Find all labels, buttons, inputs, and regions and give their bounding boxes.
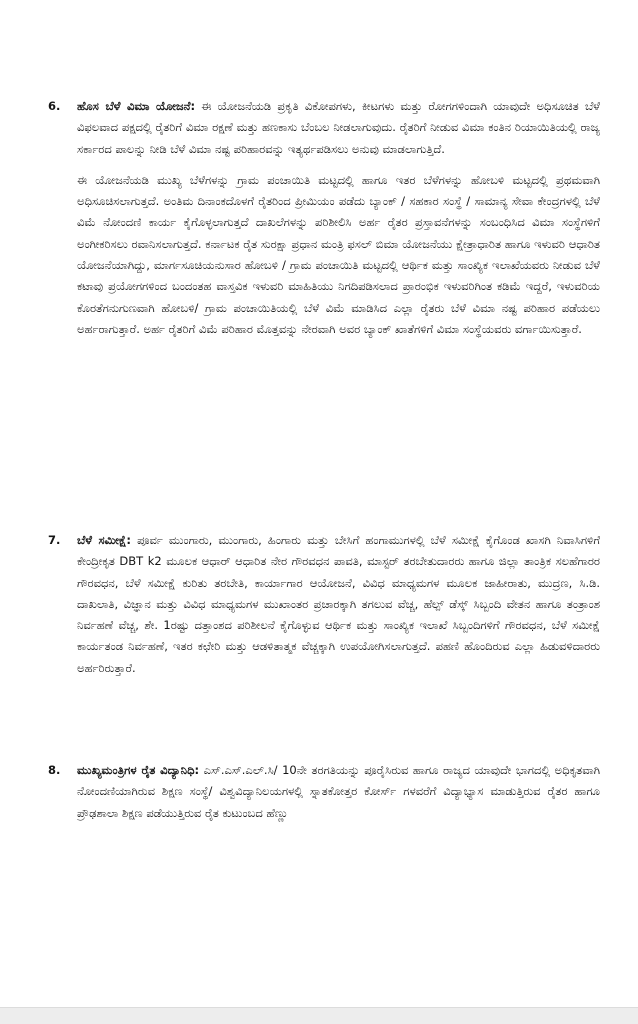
item-number: 8. (48, 763, 61, 777)
item-number: 6. (48, 99, 61, 113)
item-heading: ಹೊಸ ಬೆಳೆ ವಿಮಾ ಯೋಜನೆ: (77, 99, 196, 113)
item-paragraph-1 (77, 96, 600, 160)
item-heading: ಬೆಳೆ ಸಮೀಕ್ಷೆ: (77, 533, 131, 547)
scheme-item-crop-survey (48, 530, 600, 679)
item-number: 7. (48, 533, 61, 547)
item-body (77, 530, 600, 679)
item-paragraph-2: ಈ ಯೋಜನೆಯಡಿ ಮುಖ್ಯ ಬೆಳೆಗಳನ್ನು ಗ್ರಾಮ ಪಂಚಾಯಿತಿ ಮಟ್ಟದಲ್ಲಿ ಹಾಗೂ ಇತರ ಬೆಳೆಗಳನ್ನು ಹೋಬಳಿ ಮಟ್ಟದಲ್ಲಿ ಪ್ರಥಮವಾಗಿ ಅಧಿಸೂಚಿಸಲಾಗುತ್ತದೆ. ಅಂತಿಮ ದಿನಾಂಕದೊಳಗೆ ರೈತರಿಂದ ಪ್ರೀಮಿಯಂ ಪಡೆದು ಬ್ಯಾಂಕ್ / ಸಹಕಾರ ಸಂಸ್ಥೆ / ಸಾಮಾನ್ಯ ಸೇವಾ ಕೇಂದ್ರಗಳಲ್ಲಿ ಬೆಳೆ ವಿಮೆ ನೋಂದಣಿ ಕಾರ್ಯ ಕೈಗೊಳ್ಳಲಾಗುತ್ತದೆ ದಾಖಲೆಗಳನ್ನು ಪರಿಶೀಲಿಸಿ ಅರ್ಹ ರೈತರ ಪ್ರಸ್ತಾವನೆಗಳನ್ನು ಸಂಬಂಧಿಸಿದ ವಿಮಾ ಸಂಸ್ಥೆಗಳಿಗೆ ಅಂಗೀಕರಿಸಲು ರವಾನಿಸಲಾಗುತ್ತದೆ. ಕರ್ನಾಟಕ ರೈತ ಸುರಕ್ಷಾ ಪ್ರಧಾನ ಮಂತ್ರಿ ಫಸಲ್ ಬಿಮಾ ಯೋಜನೆಯು ಕ್ಷೇತ್ರಾಧಾರಿತ ಹಾಗೂ ಇಳುವರಿ ಆಧಾರಿತ ಯೋಜನೆಯಾಗಿದ್ದು, ಮಾರ್ಗಸೂಚಿಯನುಸಾರ ಹೋಬಳಿ / ಗ್ರಾಮ ಪಂಚಾಯಿತಿ ಮಟ್ಟದಲ್ಲಿ ಆರ್ಥಿಕ ಮತ್ತು ಸಾಂಖ್ಯಿಕ ಇಲಾಖೆಯವರು ನೀಡುವ ಬೆಳೆ ಕಟಾವು ಪ್ರಯೋಗಗಳಿಂದ ಬಂದಂತಹ ವಾಸ್ತವಿಕ ಇಳುವರಿ ಮಾಹಿತಿಯು ನಿಗದಿಪಡಿಸಲಾದ ಪ್ರಾರಂಭಿಕ ಇಳುವರಿಗಿಂತ ಕಡಿಮೆ ಇದ್ದರೆ, ಇಳುವರಿಯ ಕೊರತೆಗನುಗುಣವಾಗಿ ಹೋಬಳಿ/ ಗ್ರಾಮ ಪಂಚಾಯಿತಿಯಲ್ಲಿ ಬೆಳೆ ವಿಮೆ ಮಾಡಿಸಿದ ಎಲ್ಲಾ ರೈತರು ಬೆಳೆ ವಿಮಾ ನಷ್ಟ ಪರಿಹಾರ ಪಡೆಯಲು ಅರ್ಹರಾಗುತ್ತಾರೆ. ಅರ್ಹ ರೈತರಿಗೆ ವಿಮೆ ಪರಿಹಾರ ಮೊತ್ತವನ್ನು ನೇರವಾಗಿ ಅವರ ಬ್ಯಾಂಕ್ ಖಾತೆಗಳಿಗೆ ವಿಮಾ ಸಂಸ್ಥೆಯವರು ವರ್ಗಾಯಿಸುತ್ತಾರೆ. (77, 172, 600, 336)
scheme-item-raitha-vidyanidhi (48, 760, 600, 824)
bottom-bar (0, 1007, 638, 1024)
item-text: ಪೂರ್ವ ಮುಂಗಾರು, ಮುಂಗಾರು, ಹಿಂಗಾರು ಮತ್ತು ಬೇಸಿಗೆ ಹಂಗಾಮುಗಳಲ್ಲಿ ಬೆಳೆ ಸಮೀಕ್ಷೆ ಕೈಗೊಂಡ ಖಾಸಗಿ ನಿವಾಸಿಗಳಿಗೆ ಕೇಂದ್ರೀಕೃತ DBT k2 ಮೂಲಕ ಆಧಾರ್ ಆಧಾರಿತ ನೇರ ಗೌರವಧನ ಪಾವತಿ, ಮಾಸ್ಟರ್ ತರಬೇತುದಾರರು ಹಾಗೂ ಜಿಲ್ಲಾ ತಾಂತ್ರಿಕ ಸಲಹೆಗಾರರ ಗೌರವಧನ, ಬೆಳೆ ಸಮೀಕ್ಷೆ ಕುರಿತು ತರಬೇತಿ, ಕಾರ್ಯಾಗಾರ ಆಯೋಜನೆ, ವಿವಿಧ ಮಾಧ್ಯಮಗಳ ಮೂಲಕ ಜಾಹೀರಾತು, ಮುದ್ರಣ, ಸಿ.ಡಿ. ದಾಖಲಾತಿ, ವಿಜ್ಞಾನ ಮತ್ತು ವಿವಿಧ ಮಾಧ್ಯಮಗಳ ಮುಖಾಂತರ ಪ್ರಚಾರಕ್ಕಾಗಿ ತಗಲುವ ವೆಚ್ಚ, ಹೆಲ್ಪ್ ಡೆಸ್ಕ್ ಸಿಬ್ಬಂದಿ ವೇತನ ಹಾಗೂ ತಂತ್ರಾಂಶ ನಿರ್ವಹಣೆ ವೆಚ್ಚ, ಶೇ. 1ರಷ್ಟು ದತ್ತಾಂಶದ ಪರಿಶೀಲನೆ ಕೈಗೊಳ್ಳುವ ಆರ್ಥಿಕ ಮತ್ತು ಸಾಂಖ್ಯಿಕ ಇಲಾಖೆ ಸಿಬ್ಬಂದಿಗಳಿಗೆ ಗೌರವಧನ, ಬೆಳೆ ಸಮೀಕ್ಷೆ ಕಾರ್ಯತಂಡ ನಿರ್ವಹಣೆ, ಇತರ ಕಛೇರಿ ಮತ್ತು ಆಡಳಿತಾತ್ಮಕ ವೆಚ್ಚಕ್ಕಾಗಿ ಉಪಯೋಗಿಸಲಾಗುತ್ತದೆ. ಪಹಣಿ ಹೊಂದಿರುವ ಎಲ್ಲಾ ಹಿಡುವಳಿದಾರರು ಅರ್ಹರಿರುತ್ತಾರೆ. (77, 533, 601, 675)
item-heading: ಮುಖ್ಯಮಂತ್ರಿಗಳ ರೈತ ವಿದ್ಯಾನಿಧಿ: (77, 763, 200, 777)
item-body (77, 96, 600, 340)
document-content (48, 96, 601, 820)
scheme-item-crop-insurance (48, 96, 600, 340)
item-text: ಎಸ್.ಎಸ್.ಎಲ್.ಸಿ/ 10ನೇ ತರಗತಿಯನ್ನು ಪೂರೈಸಿರುವ ಹಾಗೂ ರಾಜ್ಯದ ಯಾವುದೇ ಭಾಗದಲ್ಲಿ ಅಧಿಕೃತವಾಗಿ ನೋಂದಣಿಯಾಗಿರುವ ಶಿಕ್ಷಣ ಸಂಸ್ಥೆ/ ವಿಶ್ವವಿದ್ಯಾನಿಲಯಗಳಲ್ಲಿ ಸ್ನಾತಕೋತ್ತರ ಕೋರ್ಸ್ ಗಳವರೆಗೆ ವಿದ್ಯಾಭ್ಯಾಸ ಮಾಡುತ್ತಿರುವ ರೈತರ ಹಾಗೂ ಪ್ರೌಢಶಾಲಾ ಶಿಕ್ಷಣ ಪಡೆಯುತ್ತಿರುವ ರೈತ ಕುಟುಂಬದ ಹೆಣ್ಣು (77, 763, 600, 820)
item-text: ಈ ಯೋಜನೆಯಡಿ ಪ್ರಕೃತಿ ವಿಕೋಪಗಳು, ಕೀಟಗಳು ಮತ್ತು ರೋಗಗಳಿಂದಾಗಿ ಯಾವುದೇ ಅಧಿಸೂಚಿತ ಬೆಳೆ ವಿಫಲವಾದ ಪಕ್ಷದಲ್ಲಿ ರೈತರಿಗೆ ವಿಮಾ ರಕ್ಷಣೆ ಮತ್ತು ಹಣಕಾಸು ಬೆಂಬಲ ನೀಡಲಾಗುವುದು. ರೈತರಿಗೆ ನೀಡುವ ವಿಮಾ ಕಂತಿನ ರಿಯಾಯಿತಿಯಲ್ಲಿ ರಾಜ್ಯ ಸರ್ಕಾರದ ಪಾಲನ್ನು ನೀಡಿ ಬೆಳೆ ವಿಮಾ ನಷ್ಟ ಪರಿಹಾರವನ್ನು ಇತ್ಯರ್ಥಪಡಿಸಲು ಅನುವು ಮಾಡಲಾಗುತ್ತಿದೆ. (77, 99, 600, 156)
item-body (77, 760, 600, 824)
